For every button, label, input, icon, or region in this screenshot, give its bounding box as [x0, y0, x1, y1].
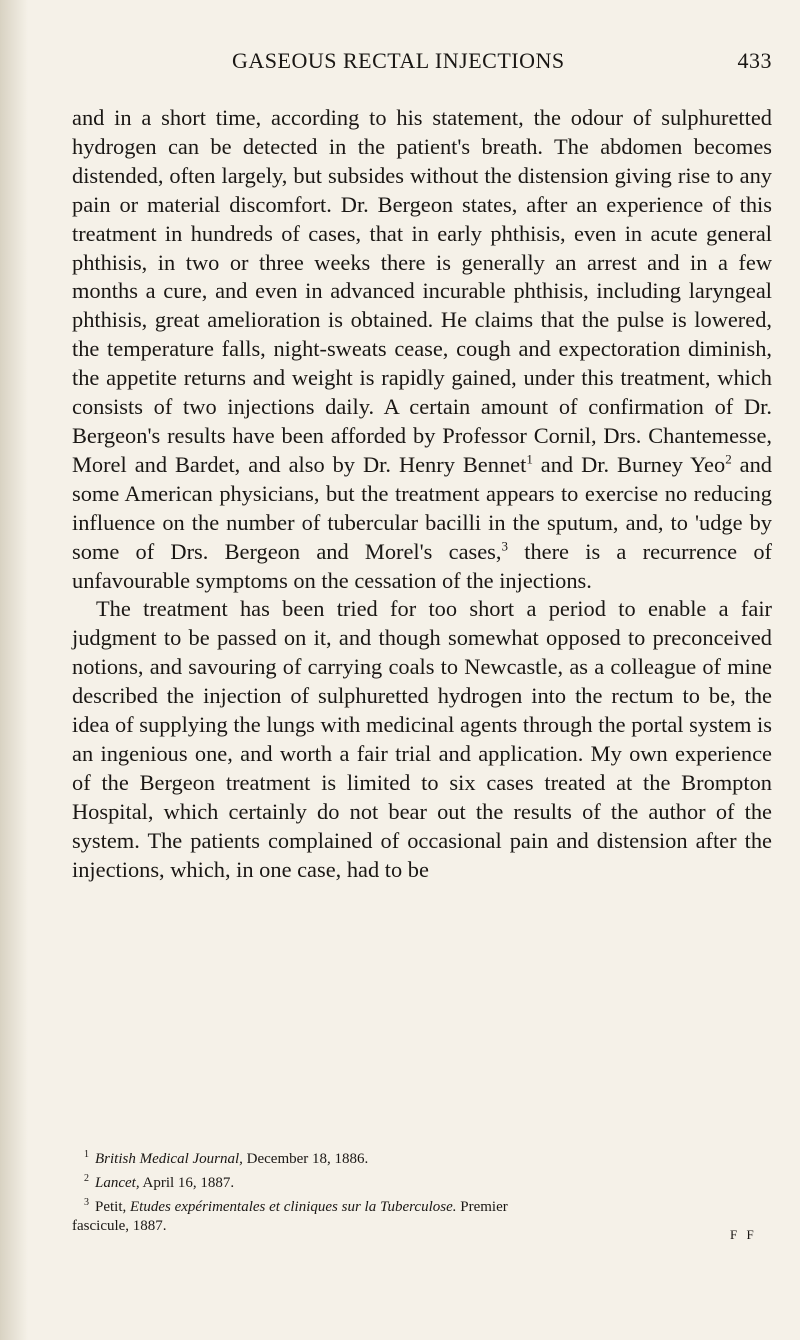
footnote-ref-2: 2 [725, 451, 732, 467]
text-run: there is a recurrence of unfavourable symptoms on the cessation of the injections. [72, 538, 772, 593]
paragraph-2 [72, 595, 772, 884]
paragraph-1 [72, 104, 772, 595]
text-run: and Dr. Burney Yeo [532, 451, 726, 477]
footnote-3-continuation: fascicule, 1887. [72, 1218, 167, 1234]
footnote-source: Etudes expérimentales et cliniques sur la Tuberculose. [130, 1199, 457, 1215]
footnote-mark: 2 [84, 1173, 89, 1184]
footnote-detail: April 16, 1887. [139, 1175, 235, 1191]
footnote-mark: 1 [84, 1149, 89, 1160]
body-text [72, 104, 772, 884]
running-title: GASEOUS RECTAL INJECTIONS [232, 48, 565, 73]
footnote-2 [72, 1169, 772, 1193]
footnote-ref-1: 1 [526, 451, 533, 467]
footnote-detail: Premier [456, 1199, 508, 1215]
footnote-ref-3: 3 [501, 538, 508, 554]
footnote-source: Lancet, [95, 1175, 140, 1191]
text-run: and in a short time, according to his statement, the odour of sulphuretted hydrogen can be detected in the patient's breath. The abdomen becomes distended, often largely, but subsides without the distension giving rise to any pain or material discomfort. Dr. Bergeon states, after an experience of this treatment in hundreds of cases, that in early phthisis, even in acute general phthisis, in two or three weeks there is generally an arrest and in a few months a cure, and even in advanced incurable phthisis, including laryngeal phthisis, great amelioration is obtained. He claims that the pulse is lowered, the temperature falls, night-sweats cease, cough and expectoration diminish, the appetite returns and weight is rapidly gained, under this treatment, which consists of two injections daily. A certain amount of confirmation of Dr. Bergeon's results have been afforded by Professor Cornil, Drs. Chantemesse, Morel and Bardet, and also by Dr. Henry Bennet [72, 105, 772, 477]
signature-mark: F F [730, 1227, 757, 1242]
footnotes [72, 1145, 772, 1236]
text-run: and some American physicians, but the treatment appears to exercise no reducing influence on the number of tubercular bacilli in the sputum, and, to 'udge by some of Drs. Bergeon and Morel's cases, [72, 451, 772, 564]
footnote-source: British Medical Journal, [95, 1151, 243, 1167]
page-number: 433 [737, 48, 772, 73]
footnote-author: Petit, [95, 1199, 131, 1215]
footnote-1 [72, 1145, 772, 1169]
footnote-3 [72, 1193, 772, 1217]
footnote-mark: 3 [84, 1197, 89, 1208]
page-gutter-shadow [0, 0, 28, 1340]
footnote-detail: December 18, 1886. [242, 1151, 369, 1167]
text-run: The treatment has been tried for too short a period to enable a fair judgment to be passed on it, and though somewhat opposed to preconceived notions, and savouring of carrying coals to Newcastle, as a colleague of mine described the injection of sulphuretted hydrogen into the rectum to be, the idea of supplying the lungs with medicinal agents through the portal system is an ingenious one, and worth a fair trial and application. My own experience of the Bergeon treatment is limited to six cases treated at the Brompton Hospital, which certainly do not bear out the results of the author of the system. The patients complained of occasional pain and distension after the injections, which, in one case, had to be [72, 596, 772, 882]
